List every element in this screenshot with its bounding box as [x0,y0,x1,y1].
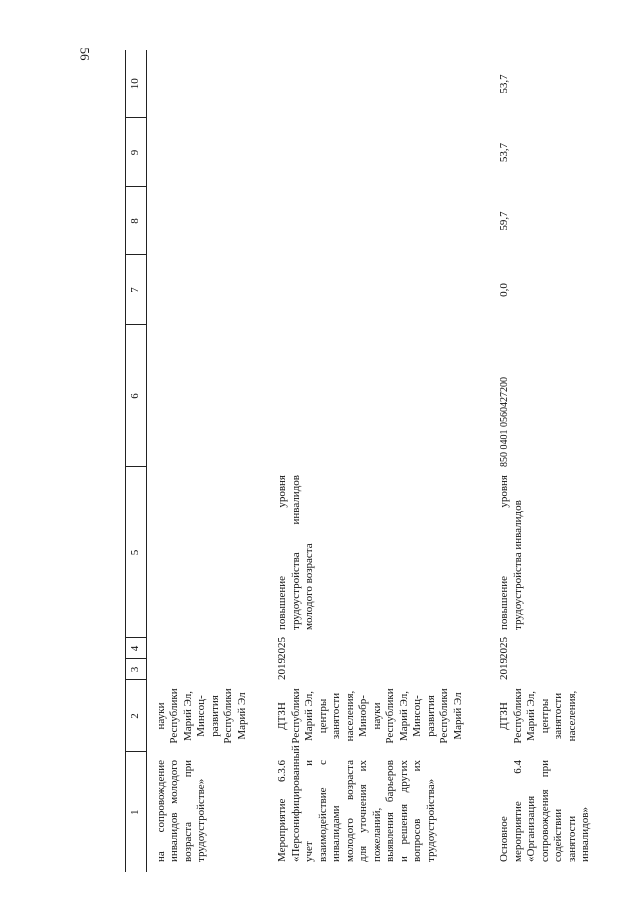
value-col-10 [268,50,490,118]
expected-result: повышение уровня трудоустройства инвалидов молодого возраста [276,475,315,630]
value-col-8 [268,187,490,255]
table-row [146,50,268,872]
col-header-8: 8 [126,187,147,255]
measure-name: на сопровождение инвалидов молодого возраста при трудоустройстве» [154,760,207,862]
value-col-8 [146,187,268,255]
header-row [126,50,147,872]
budget-code: 850 0401 0560427200 [499,377,510,467]
value-col-7 [268,255,490,325]
expected-result [146,467,268,638]
col-header-1: 1 [126,752,147,872]
col-header-4: 4 [126,638,147,659]
value-col-10: 53,7 [498,74,510,94]
responsible-org: ДТЗН Республики Марий Эл, центры занятости населения, Минобр-науки Республики Марий Эл, Минсоц-развития Республики Марий Эл [276,688,464,744]
rotated-table-frame [125,12,625,872]
table-row [268,50,490,872]
end-year: 2025 [276,637,288,659]
col-header-10: 10 [126,50,147,118]
col-header-6: 6 [126,325,147,467]
page-number: 56 [77,47,93,61]
end-year: 2025 [498,637,510,659]
measure-name: Мероприятие 6.3.6 «Персонифицированный учет и взаимодействие с инвалидами молодого возраста для уточнения их пожеланий, выявления барьеров и решения других вопросов их трудоустройства» [276,745,437,862]
end-year [146,638,268,659]
start-year: 2019 [276,658,288,680]
responsible-org: науки Республики Марий Эл, Минсоц-развития Республики Марий Эл [154,688,248,744]
responsible-org: ДТЗН Республики Марий Эл, центры занятости населения, [498,688,578,744]
start-year [146,659,268,680]
value-col-7 [146,255,268,325]
value-col-9: 53,7 [498,142,510,163]
program-table [125,50,600,872]
value-col-7: 0,0 [498,283,510,297]
value-col-9 [268,118,490,187]
measure-name: Основное мероприятие 6.4 «Организация сопровождения при содействии занятости инвалидов» [498,760,591,862]
value-col-10 [146,50,268,118]
table-row [490,50,600,872]
col-header-3: 3 [126,659,147,680]
col-header-9: 9 [126,118,147,187]
col-header-5: 5 [126,467,147,638]
budget-code [146,325,268,467]
budget-code [268,325,490,467]
expected-result: повышение уровня трудоустройства инвалидов [498,475,524,630]
col-header-2: 2 [126,680,147,752]
value-col-8: 59,7 [498,211,510,231]
start-year: 2019 [498,658,510,680]
value-col-9 [146,118,268,187]
col-header-7: 7 [126,255,147,325]
